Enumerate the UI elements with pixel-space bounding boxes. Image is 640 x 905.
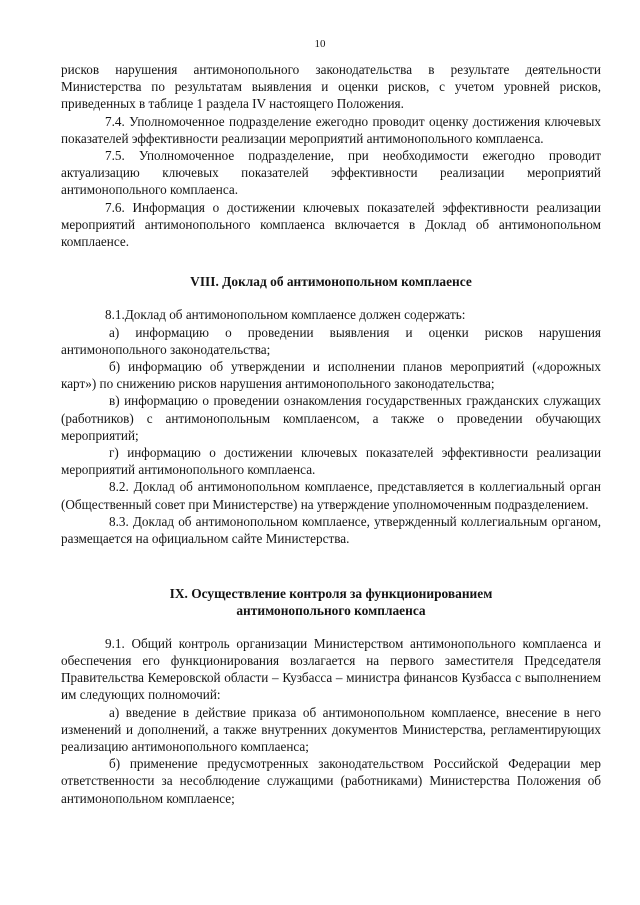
paragraph-8-1-v: в) информацию о проведении ознакомления государственных гражданских служащих (работников) с антимонопольным комплаенсом, а также о проведении обучающих мероприятий; bbox=[61, 393, 601, 443]
paragraph-8-1: 8.1.Доклад об антимонопольном комплаенсе должен содержать: bbox=[105, 307, 466, 323]
paragraph-8-1-g: г) информацию о достижении ключевых показателей эффективности реализации мероприятий антимонопольного комплаенса. bbox=[61, 445, 601, 478]
section-9-heading-line-1: IX. Осуществление контроля за функционированием bbox=[169, 586, 493, 602]
section-8-heading: VIII. Доклад об антимонопольном комплаенсе bbox=[190, 274, 472, 290]
section-9-heading bbox=[61, 585, 601, 619]
paragraph-continuation: рисков нарушения антимонопольного законодательства в результате деятельности Министерства по результатам выявления и оценки рисков, с учетом уровней рисков, приведенных в таблице 1 раздела IV настоящего Положения. bbox=[61, 62, 601, 112]
paragraph-7-4: 7.4. Уполномоченное подразделение ежегодно проводит оценку достижения ключевых показателей эффективности реализации мероприятий антимонопольного комплаенса. bbox=[61, 113, 601, 146]
section-9-heading-line-2: антимонопольного комплаенса bbox=[236, 603, 426, 619]
paragraph-9-1-b: б) применение предусмотренных законодательством Российской Федерации мер ответственности за несоблюдение служащими (работниками) Министерства Положения об антимонопольном комплаенсе; bbox=[61, 756, 601, 806]
paragraph-8-3: 8.3. Доклад об антимонопольном комплаенсе, утвержденный коллегиальным органом, размещается на официальном сайте Министерства. bbox=[61, 513, 601, 547]
page-number: 10 bbox=[314, 38, 326, 50]
paragraph-9-1-a: а) введение в действие приказа об антимонопольном комплаенсе, внесение в него изменений и дополнений, а также внутренних документов Министерства, регламентирующих реализацию антимонопольного комплаенса; bbox=[61, 704, 601, 754]
document-body bbox=[61, 61, 601, 807]
paragraph-8-1-a: а) информацию о проведении выявления и оценки рисков нарушения антимонопольного законодательства; bbox=[61, 324, 601, 357]
paragraph-7-6: 7.6. Информация о достижении ключевых показателей эффективности реализации мероприятий антимонопольного комплаенса включается в Доклад об антимонопольном комплаенсе. bbox=[61, 199, 601, 250]
paragraph-8-2: 8.2. Доклад об антимонопольном комплаенсе, представляется в коллегиальный орган (Общественный совет при Министерстве) на утверждение уполномоченным подразделением. bbox=[61, 479, 601, 512]
paragraph-7-5: 7.5. Уполномоченное подразделение, при необходимости ежегодно проводит актуализацию ключевых показателей эффективности реализации мероприятий антимонопольного комплаенса. bbox=[61, 148, 601, 198]
paragraph-8-1-b: б) информацию об утверждении и исполнении планов мероприятий («дорожных карт») по снижению рисков нарушения антимонопольного законодательства; bbox=[61, 359, 601, 392]
paragraph-9-1: 9.1. Общий контроль организации Министерством антимонопольного комплаенса и обеспечения его функционирования возлагается на первого заместителя Председателя Правительства Кемеровской области – Кузбасса – министра финансов Кузбасса с выполнением им следующих полномочий: bbox=[61, 635, 601, 703]
